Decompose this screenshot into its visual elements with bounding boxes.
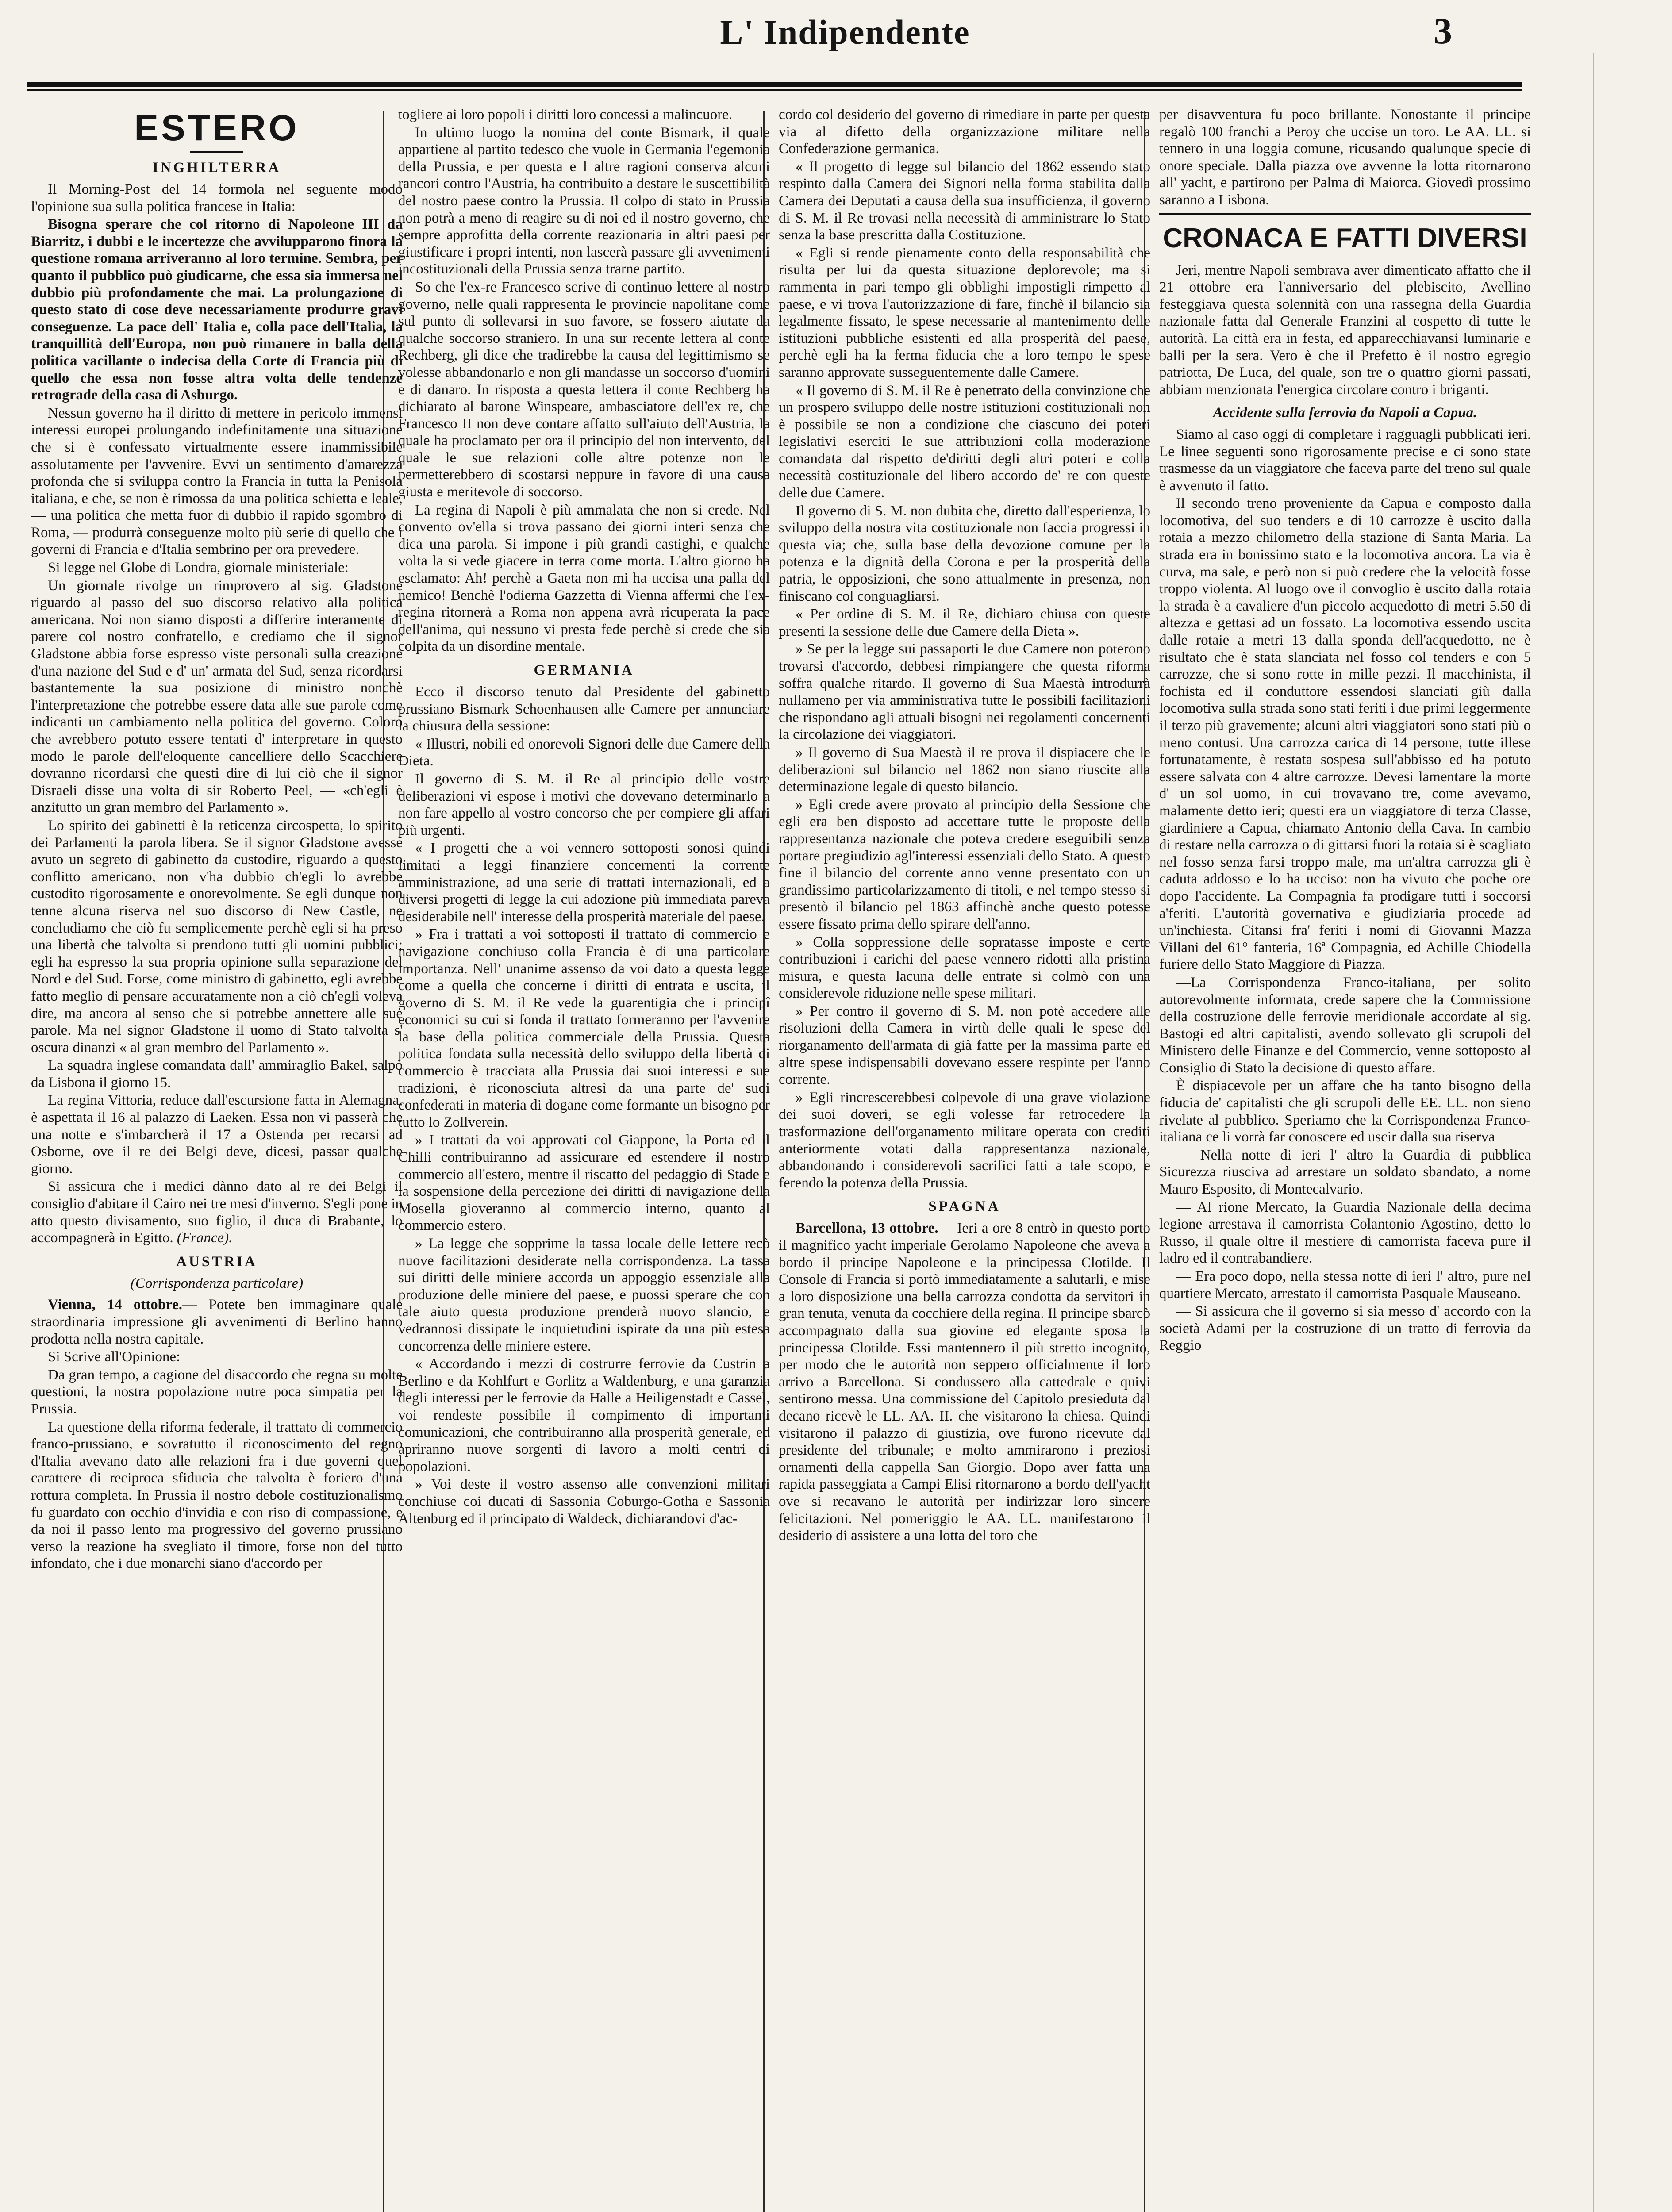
paragraph: » Se per la legge sui passaporti le due Camere non poterono trovarsi d'accordo, debbesi rimpiangere che questa riforma soffra qualche ritardo. Il governo di Sua Maestà introdurrà nullameno per via amministrativa tutte le possibili facilitazioni che rispondano agli attuali bisogni nei regolamenti concernenti la circolazione dei viaggiatori. (779, 641, 1150, 743)
subsection-heading: INGHILTERRA (152, 160, 281, 176)
paragraph: per disavventura fu poco brillante. Nonostante il principe regalò 100 franchi a Peroy che uccise un toro. Le AA. LL. si tennero in una loggia comune, ricusando qualunque specie di onore speciale. Dalla piazza ove avvenne la lotta ritornarono all' yacht, e partirono per Palma di Maiorca. Giovedì prossimo saranno a Lisbona. (1159, 107, 1531, 208)
paragraph: « Per ordine di S. M. il Re, dichiaro chiusa con queste presenti la sessione delle due Camere della Dieta ». (779, 606, 1150, 639)
paragraph: « Il progetto di legge sul bilancio del 1862 essendo stato respinto dalla Camera dei Signori nella forma stabilita dalla Camera dei Deputati a causa della sua insufficienza, il governo di S. M. il Re trovasi nella necessità di amministrare lo Stato senza la base prescritta dalla Costituzione. (779, 158, 1150, 243)
paragraph: Siamo al caso oggi di completare i ragguagli pubblicati ieri. Le linee seguenti sono rigorosamente precise e ci sono state trasmesse da un viaggiatore che faceva parte del treno sul quale è avvenuto il fatto. (1159, 426, 1531, 494)
paragraph: » Per contro il governo di S. M. non potè accedere alle risoluzioni della Camera in virtù delle quali le spese del riorganamento dell'armata di già fatte per la massima parte ed altre spese indispensabili dovevano essere respinte per l'anno corrente. (779, 1003, 1150, 1088)
dateline: Vienna, 14 ottobre. (48, 1297, 183, 1313)
paragraph: Lo spirito dei gabinetti è la reticenza circospetta, lo spirito dei Parlamenti la parola libera. Se il signor Gladstone avesse avuto un segreto di gabinetto da custodire, riguardo a questo conflitto americano, non v'ha dubbio ch'egli lo avrebbe custodito rigorosamente e onorevolmente. Se egli dunque non tenne alcuna riserva nel suo discorso di New Castle, ne concludiamo che ciò fu semplicemente perchè egli si ha preso una libertà che talvolta si prendono tutti gli uomini pubblici; egli ha espresso la sua propria opinione sulla separazione del Nord e del Sud. Forse, come ministro di gabinetto, egli avrebbe fatto meglio di pensare accuratamente non a ciò ch'egli voleva dire, ma ancora al senso che si potrebbe annettere alle sue parole. Ma nel signor Gladstone il uomo di Stato talvolta s' oscura dinanzi « al gran membro del Parlamento ». (31, 817, 403, 1056)
paragraph: » Colla soppressione delle sopratasse imposte e certe contribuzioni i carichi del paese vennero ridotti alla pristina misura, e questa lacuna delle entrate si colmò con una considerevole riduzione nelle spese militari. (779, 934, 1150, 1002)
paragraph: In ultimo luogo la nomina del conte Bismark, il quale appartiene al partito tedesco che vuole in Germania l'egemonia della Prussia, e per questa e l altre ragioni conserva alcuni rancori contro l'Austria, ha contribuito a destare le suscettibilità del nostro paese contro la Prussia. Il colpo di stato in Prussia non potrà a meno di reagire su di noi ed il nostro governo, che sempre approfitta della corrente reazionaria in altri paesi per giustificare i propri intenti, non lascerà passare gli avvenimenti incostituzionali della Prussia senza trarne partito. (398, 124, 770, 277)
paragraph: Il Morning-Post del 14 formola nel seguente modo l'opinione sua sulla politica francese in Italia: (31, 181, 403, 215)
paragraph: Si Scrive all'Opinione: (48, 1349, 181, 1365)
paragraph: Nessun governo ha il diritto di mettere in pericolo immensi interessi europei prolungando indefinitamente una situazione che si è confessato virtualmente essere inammissibile assolutamente per l'avvenire. Evvi un sentimento d'amarezza profonda che si sviluppa contro la Francia in tutta la Penisola italiana, e che, se non è rimossa da una politica schietta e leale, — una politica che metta fuor di dubbio il rapido sgombro di Roma, — produrrà conseguenze molto più serie di quello che i governi di Francia e d'Italia sembrino per ora prevedere. (31, 405, 403, 558)
title-underline (190, 151, 243, 153)
paragraph: La regina di Napoli è più ammalata che non si crede. Nel convento ov'ella si trova passano dei giorni interi senza che dica una parola. Si impone i più grandi castighi, e qualche volta la si vede giacere in terra come morta. L'altro giorno ha esclamato: Ah! perchè a Gaeta non mi ha uccisa una palla del nemico! Benchè l'odierna Gazzetta di Vienna affermi che l'ex-regina ritornerà a Roma non appena avrà ricuperata la pace dell'anima, qui nessuno vi presta fede perchè si crede che sia colpita da un disordine mentale. (398, 502, 770, 655)
subsection-heading: Accidente sulla ferrovia da Napoli a Capua. (1213, 405, 1477, 421)
paragraph-text: Si assicura che i medici dànno dato al re dei Belgi il consiglio d'abitare il Cairo nei tre mesi d'inverno. S'egli pone in atto questo divisamento, suo figlio, il duca di Brabante, lo accompagnerà in Egitto. (31, 1179, 403, 1246)
subsection-subtitle: (Corrispondenza particolare) (130, 1275, 304, 1291)
paragraph: —La Corrispondenza Franco-italiana, per solito autorevolmente informata, crede sapere che la Commissione della costruzione delle ferrovie meridionale accordate al sig. Bastogi ed altri capitalisti, avendo sollevato gli scrupoli del Ministero delle Finanze e del Commercio, venne sottoposto al Consiglio di Stato la decisione di questo affare. (1159, 974, 1531, 1076)
paragraph: cordo col desiderio del governo di rimediare in parte per questa via al difetto della organizzazione militare nella Confederazione germanica. (779, 107, 1150, 157)
paragraph: » Egli crede avere provato al principio della Sessione che egli era ben disposto ad accettare tutte le proposte della rappresentanza nazionale che poteva credere eseguibili senza portare pregiudizio agl'interessi essenziali dello Stato. A questo fine il bilancio del corrente anno venne presentato con un grandissimo particolarizzamento di titoli, e nel tempo stesso si presentò il bilancio pel 1863 affinchè anche questo potesse essere fissato prima dello spirare dell'anno. (779, 796, 1150, 932)
paragraph: La questione della riforma federale, il trattato di commercio franco-prussiano, e sovratutto il riconoscimento del regno d'Italia avevano dato alle relazioni fra i due governi quel carattere di reciproca sfiducia che talvolta è foriero d'una rottura completa. In Prussia il nostro debole costituzionalismo fu guardato con occhio d'invidia e con riso di compassione, e da noi il passo lento ma progressivo del governo prussiano verso la reazione ha svegliato il timore, forse non del tutto infondato, che i due monarchi siano d'accordo per (31, 1419, 403, 1572)
paragraph-quote: Bisogna sperare che col ritorno di Napoleone III da Biarritz, i dubbi e le incertezze che avvilupparono finora la questione romana arriveranno al loro termine. Sembra, per quanto il pubblico può giudicarne, che essa sia immersa nel dubbio più profondamente che mai. La prolungazione di questo stato di cose deve necessariamente produrre gravi conseguenze. La pace dell' Italia e, colla pace dell'Italia, la tranquillità dell'Europa, non può rimanere in balla della politica vacillante o indecisa della Corte di Francia più di quello che essa non fosse altra volta delle tendenze retrograde della casa di Asburgo. (31, 216, 403, 403)
paragraph: La squadra inglese comandata dall' ammiraglio Bakel, salpò da Lisbona il giorno 15. (31, 1057, 403, 1091)
column-4 (1159, 106, 1531, 2212)
section-title-cronaca: CRONACA E FATTI DIVERSI (1159, 213, 1531, 256)
paragraph: » La legge che sopprime la tassa locale delle lettere recò nuove facilitazioni desiderate nella corrispondenza. La tassa sui diritti delle miniere accorda un appoggio essenziale alla produzione delle miniere del paese, e puossi sperare che con tale aiuto questa produzione prenderà nuovo slancio, e vedrannosi dissipate le inquietudini ispirate da una più estesa concorrenza delle miniere estere. (398, 1236, 770, 1354)
paragraph: « I progetti che a voi vennero sottoposti sonosi quindi limitati a leggi finanziere concernenti la corrente amministrazione, ad una serie di trattati internazionali, ed a diversi progetti di legge la cui adozione più immediata pareva desiderabile nell' interesse della prosperità materiale del paese. (398, 840, 770, 925)
paragraph: » Egli rincrescerebbesi colpevole di una grave violazione dei suoi doveri, se egli volesse far retrocedere la trasformazione dell'organamento militare operata con crediti anteriormente votati dalla rappresentanza nazionale, abbandonando i considerevoli sacrifici fatti a tale scopo, e ferendo la potenza della Prussia. (779, 1089, 1150, 1191)
paragraph: « Il governo di S. M. il Re è penetrato della convinzione che un prospero sviluppo delle nostre istituzioni costituzionali non è possibile se non a condizione che ciascuno dei poteri legislativi eserciti le sue attribuzioni colla moderazione comandata dal rispetto de'diritti degli altri poteri e colla necessità costituzionale del libero accordo de' re con queste delle due Camere. (779, 382, 1150, 501)
paragraph: « Illustri, nobili ed onorevoli Signori delle due Camere della Dieta. (398, 736, 770, 769)
paragraph: Jeri, mentre Napoli sembrava aver dimenticato affatto che il 21 ottobre era l'anniversario del plebiscito, Avellino festeggiava questa solennità con una rassegna della Guardia nazionale fatta dal Generale Franzini al cospetto di tutte le autorità. La città era in festa, ed apparecchiavansi luminarie e balli per la sera. Vero è che il Prefetto è il nostro egregio patriotta, De Luca, del quale, son tre o quattro giorni passati, abbiam menzionata l'energica circolare contro i briganti. (1159, 262, 1531, 398)
paragraph: Si legge nel Globe di Londra, giornale ministeriale: (48, 560, 349, 576)
paragraph (31, 1296, 403, 1348)
subsection-heading: AUSTRIA (176, 1253, 258, 1270)
paragraph: Il governo di S. M. non dubita che, diretto dall'esperienza, lo sviluppo della nostra vita costituzionale non faccia progressi in questa via; che, sulla base della devozione comune per la potenza e la dignità della Corona e per la prosperità della patria, le opposizioni, che sono attualmente in presenza, non finiscano col conguagliarsi. (779, 503, 1150, 604)
subsection-heading: GERMANIA (534, 662, 634, 678)
paragraph: Un giornale rivolge un rimprovero al sig. Gladstone riguardo al passo del suo discorso relativo alla politica americana. Noi non siamo disposti a differire interamente di parere col nostro confratello, e crediamo che il signor Gladstone abbia forse espresso viste personali sulla creazione d'una nazione del Sud e d' un' armata del Sud, senza ricordarsi bastantemente la sua posizione di ministro nonchè l'interpretazione che potrebbe essere data alle sue parole come indicanti un cambiamento nella politica del governo. Coloro che avrebbero potuto essere tentati d' interpretare in questo modo le parole dell'eloquente cancelliere dello Scacchiere dovranno ricordarsi che questi dire di lui ciò che il signor Disraeli disse una volta di sir Roberto Peel, — «ch'egli è anzitutto un gran membro del Parlamento ». (31, 577, 403, 816)
paragraph-text: — Potete ben immaginare quale straordinaria impressione gli avvenimenti di Berlino hanno prodotta nella nostra capitale. (31, 1297, 403, 1347)
column-1 (31, 106, 403, 2212)
page-edge-shadow (1593, 53, 1594, 2212)
column-3 (779, 106, 1150, 2212)
paragraph: Ecco il discorso tenuto dal Presidente del gabinetto prussiano Bismark Schoenhausen alle Camere per annunciare la chiusura della sessione: (398, 684, 770, 734)
paragraph: » Voi deste il vostro assenso alle convenzioni militari conchiuse coi ducati di Sassonia Coburgo-Gotha e Sassonia Altenburg ed il principato di Waldeck, dichiarandovi d'ac- (398, 1476, 770, 1527)
section-title-estero: ESTERO (134, 108, 300, 148)
dateline: Barcellona, 13 ottobre. (796, 1220, 938, 1237)
masthead-rule-thin (27, 89, 1522, 91)
paragraph (31, 1178, 403, 1246)
paragraph: So che l'ex-re Francesco scrive di continuo lettere al nostro governo, nelle quali rappresenta le provincie napolitane come sul punto di sollevarsi in suo favore, se fossero aiutate da qualche soccorso straniero. In una sur recente lettera al conte Rechberg, gli dice che tradirebbe la causa del legittimismo se volesse abbandonarlo e non gli mandasse un soccorso d'uomini e di danaro. In risposta a questa lettera il conte Rechberg ha dichiarato al barone Winspeare, ambasciatore dell'ex re, che Francesco II non deve contare affatto sull'aiuto dell'Austria, la quale ha proclamato per ora il principio del non intervento, del quale le sue relazioni colle altre potenze non le permetterebbero di scostarsi neppure in favore di una causa giusta e meritevole di soccorso. (398, 279, 770, 500)
paragraph: — Era poco dopo, nella stessa notte di ieri l' altro, pure nel quartiere Mercato, arrestato il camorrista Pasquale Mauseano. (1159, 1268, 1531, 1302)
paragraph: togliere ai loro popoli i diritti loro concessi a malincuore. (398, 107, 733, 123)
paragraph: — Al rione Mercato, la Guardia Nazionale della decima legione arrestava il camorrista Colantonio Agostino, detto lo Russo, il quale oltre il mestiere di camorrista faceva pure il ladro ed il contrabandiere. (1159, 1199, 1531, 1267)
paragraph: La regina Vittoria, reduce dall'escursione fatta in Alemagna, è aspettata il 16 al palazzo di Laeken. Essa non vi passerà che una notte e s'imbarcherà il 17 a Ostenda per recarsi ad Osborne, ove il re dei Belgi deve, dicesi, passar qualche giorno. (31, 1092, 403, 1177)
newspaper-title: L' Indipendente (720, 13, 970, 51)
paragraph: — Nella notte di ieri l' altro la Guardia di pubblica Sicurezza riusciva ad arrestare un soldato sbandato, a nome Mauro Esposito, di Montecalvario. (1159, 1147, 1531, 1198)
paragraph: Il governo di S. M. il Re al principio delle vostre deliberazioni vi espose i motivi che dovevano determinarlo a non fare appello al vostro concorso che per compiere gli affari più urgenti. (398, 771, 770, 838)
paragraph: È dispiacevole per un affare che ha tanto bisogno della fiducia de' capitalisti che gli scrupoli delle EE. LL. non sieno rivelate al pubblico. Speriamo che la Corrispondenza Franco-italiana ce li vorrà far conoscere ed uscir dalla sua riserva (1159, 1078, 1531, 1145)
subsection-heading: SPAGNA (928, 1198, 1001, 1215)
paragraph (779, 1220, 1150, 1544)
paragraph: « Egli si rende pienamente conto della responsabilità che risulta per lui da questa situazione deplorevole; ma si rammenta in pari tempo gli obblighi impostigli rimpetto al paese, e vi trova l'autorizzazione di fare, finchè il bilancio sia legalmente fissato, le spese necessarie al mantenimento delle istituzioni pubbliche esistenti ed alla prosperità del paese, perchè egli ha la ferma fiducia che a loro tempo le spese saranno approvate susseguentemente dalle Camere. (779, 245, 1150, 380)
column-2 (398, 106, 770, 2212)
source-credit: (France). (177, 1230, 233, 1246)
paragraph: » Il governo di Sua Maestà il re prova il dispiacere che le deliberazioni sul bilancio nel 1862 non siano riuscite alla determinazione legale di questo bilancio. (779, 744, 1150, 795)
paragraph: » I trattati da voi approvati col Giappone, la Porta ed il Chilli contribuiranno ad assicurare ed estendere il nostro commercio all'estero, mentre il riscatto del pedaggio di Stade e la sospensione della percezione dei diritti di navigazione della Mosella gioveranno al commercio interno, quanto al commercio estero. (398, 1132, 770, 1234)
paragraph-text: — Ieri a ore 8 entrò in questo porto il magnifico yacht imperiale Gerolamo Napoleone che aveva a bordo il principe Napoleone e la principessa Clotilde. Il Console di Francia si portò immediatamente a salutarli, e mise a loro disposizione una bella carrozza condotta da servitori in gran tenuta, venuta da cocchiere della regina. Il principe sbarcò accompagnato dalla sua giovine ed elegante sposa la principessa Clotilde. Essi mantennero il più stretto incognito, per modo che le autorità non seppero officialmente il loro arrivo a Barcellona. Si condussero alla cattedrale e quivi sentirono messa. Una commissione del Capitolo presieduta dal decano ricevè le LL. AA. II. che visitarono la chiesa. Quindi visitarono il palazzo di giustizia, ove furono ricevute dal presidente del tribunale; e molto ammirarono i preziosi ornamenti della cappella San Giorgio. Dopo aver fatta una rapida passeggiata a Campi Elisi ritornarono a bordo dell'yacht ove si recavano le autorità per indirizzar loro sincere felicitazioni. Nel pomeriggio le AA. LL. manifestarono il desiderio di assistere a una lotta del toro che (779, 1220, 1150, 1544)
paragraph: « Accordando i mezzi di costrurre ferrovie da Custrin a Berlino e da Kohlfurt e Gorlitz a Waldenburg, e una garanzia degli interessi per le ferrovie da Halle a Heiligenstadt e Cassel, voi rendeste possibile il compimento di importanti comunicazioni, che contribuiranno alla prosperità generale, ed apriranno nuove sorgenti di lavoro a molti centri di popolazioni. (398, 1356, 770, 1475)
paragraph: — Si assicura che il governo si sia messo d' accordo con la società Adami per la costruzione di un tratto di ferrovia da Reggio (1159, 1303, 1531, 1354)
page-number: 3 (1434, 11, 1452, 52)
masthead-rule (27, 82, 1522, 87)
paragraph: Da gran tempo, a cagione del disaccordo che regna su molte questioni, la nostra popolazione nutre poca simpatia per la Prussia. (31, 1367, 403, 1417)
masthead (0, 0, 1672, 88)
paragraph: Il secondo treno proveniente da Capua e composto dalla locomotiva, del suo tenders e di 10 carrozze è uscito dalla rotaia a mezzo chilometro della stazione di Santa Maria. La strada era in bonissimo stato e la locomotiva ancora. La via è curva, ma sale, e però non si può credere che la velocità fosse troppo violenta. Al luogo ove il convoglio è uscito dalla rotaia la strada è a cavaliere d'un piccolo acquedotto di metri 5.50 di altezza e gettasi ad un fossato. La locomotiva essendo uscita dalle rotaie a metri 13 dalla sponda dell'acquedotto, ne è risultato che è stata slanciata nel fosso col tenders e con 5 carrozze, che si sono rotte in mille pezzi. Il macchinista, il fochista ed il conduttore essendosi slanciati giù dalla locomotiva sulla strada sono stati feriti i due primi leggermente il terzo più gravemente; alcuni altri viaggiatori sono stati più o meno contusi. Una carrozza carica di 14 persone, tutte illese fortunatamente, è restata sospesa sull'abbisso ed ha potuto essere salvata con 4 altre carrozze. Devesi lamentare la morte d' un sol uomo, in cui trovavano tre, come avevamo, malamente detto ieri; questi era un viaggiatore di terza Classe, giardiniere a Capua, chiamato Antonio della Cava. In cambio di restare nella carrozza o di gittarsi fuori la rotaia si è scagliato nel fosso senza farsi troppo male, ma un'altra carrozza gli è caduta addosso e lo ha ucciso: non ha vivuto che poche ore dopo l'accidente. La Compagnia fa prodigare tutti i soccorsi a'feriti. L'autorità governativa e giudiziaria procede ad un'inchiesta. Citansi fra' feriti i nomi di Giovanni Mazza Villani del 61° fanteria, 16ª Compagnia, ed Achille Chiodella furiere dello Stato Maggiore di Piazza. (1159, 495, 1531, 973)
paragraph: » Fra i trattati a voi sottoposti il trattato di commercio e navigazione conchiuso colla Francia è di una particolare importanza. Nell' unanime assenso da voi dato a questa legge come a quella che concerne i diritti di entrata e uscita, il governo di S. M. il Re vede la guarentigia che i principî economici su cui si fonda il trattato formeranno per l'avvenire la base della politica commerciale della Prussia. Questa politica fondata sulla necessità dello sviluppo della libertà di commercio è tracciata alla Prussia dai suoi interessi e sue tradizioni, è riconosciuta altresì da una parte de' suoi confederati in materia di dogane come formante un bisogno per tutto lo Zollverein. (398, 926, 770, 1130)
